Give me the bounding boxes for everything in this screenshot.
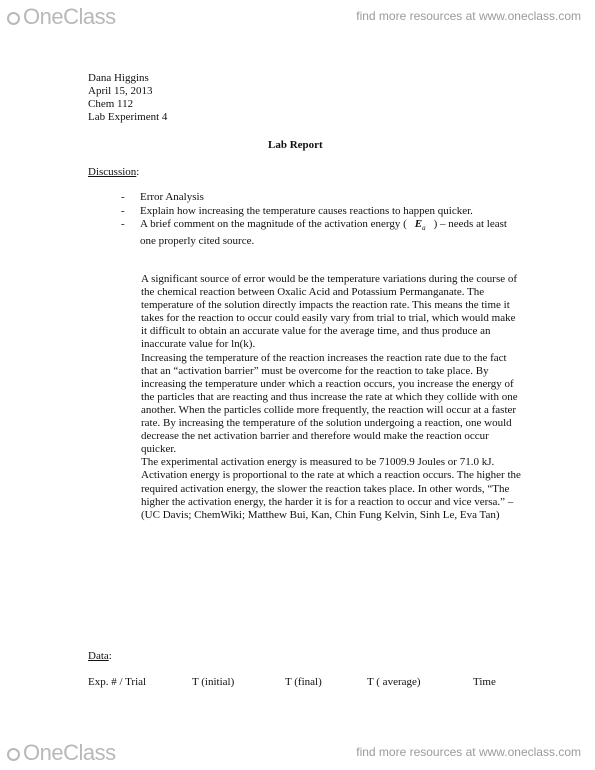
oneclass-logo-icon [7,12,20,25]
experiment-name: Lab Experiment 4 [88,111,168,123]
banner-tagline-top[interactable]: find more resources at www.oneclass.com [356,9,581,23]
bullet-dash: - [121,218,125,230]
discussion-heading-text: Discussion [88,166,137,178]
oneclass-logo-icon [7,748,20,761]
discussion-heading [88,166,139,179]
oneclass-logo-bottom [7,740,116,766]
oneclass-logo-top [7,4,116,30]
column-header-t-final: T (final) [285,676,322,688]
activation-energy-paragraph: The experimental activation energy is measured to be 71009.9 Joules or 71.0 kJ. Activation energy is proportional to the rate at which a reaction occurs. The higher the required activation energy, the slower the reaction takes place. In other words, “The higher the activation energy, the harder it is for a reaction to occur and vice versa.” – (UC Davis; ChemWiki; Matthew Bui, Kan, Chin Fung Kelvin, Sinh Le, Eva Tan) [141,456,521,521]
bullet-item [121,191,521,204]
bullet-item [121,218,521,248]
bullet-text-before: A brief comment on the magnitude of the activation energy ( [140,218,407,230]
logo-text: OneClass [23,4,116,29]
data-heading [88,650,112,663]
column-header-time: Time [473,676,496,688]
bullet-text: Error Analysis [140,191,204,203]
column-header-t-average: T ( average) [367,676,421,688]
data-table-header [88,676,518,690]
ea-letter: E [414,218,423,230]
discussion-bullet-list [121,191,521,249]
discussion-body [141,273,521,522]
bullet-dash: - [121,204,125,217]
bullet-dash: - [121,191,125,203]
discussion-heading-colon: : [136,166,140,178]
column-header-trial: Exp. # / Trial [88,676,147,688]
temperature-paragraph: Increasing the temperature of the reaction increases the reaction rate due to the fact that an “activation barrier” must be overcome for the reaction to take place. By increasing the temperature under which a reaction occurs, you increase the energy of the particles that are reacting and thus increase the rate at which they collide with one another. When the particles collide more frequently, the reaction will occur at a faster rate. By increasing the temperature of the solution undergoing a reaction, one would decrease the net activation barrier and therefore would make the reaction occur quicker. [141,351,518,456]
ea-subscript: a [422,224,426,233]
data-heading-colon: : [108,650,112,662]
data-heading-text: Data [88,650,109,662]
report-title: Lab Report [268,139,323,151]
author-name: Dana Higgins [88,72,149,84]
error-analysis-paragraph: A significant source of error would be the temperature variations during the course of the chemical reaction between Oxalic Acid and Potassium Permanganate. The temperature of the solution directly impacts the reaction rate. This means the time it takes for the reaction to occur could easily vary from trial to trial, which would make it difficult to obtain an accurate value for the average time, and thus produce an inaccurate value for ln(k). [141,273,518,351]
banner-tagline-bottom[interactable]: find more resources at www.oneclass.com [356,745,581,759]
column-header-t-initial: T (initial) [192,676,235,688]
course-name: Chem 112 [88,98,134,110]
bullet-text-after: ) – needs at least one properly cited source. [140,218,507,248]
logo-text: OneClass [23,740,116,765]
report-date: April 15, 2013 [88,85,153,97]
bullet-item [121,205,521,218]
bullet-text: Explain how increasing the temperature causes reactions to happen quicker. [140,204,473,217]
activation-energy-symbol [415,218,426,235]
